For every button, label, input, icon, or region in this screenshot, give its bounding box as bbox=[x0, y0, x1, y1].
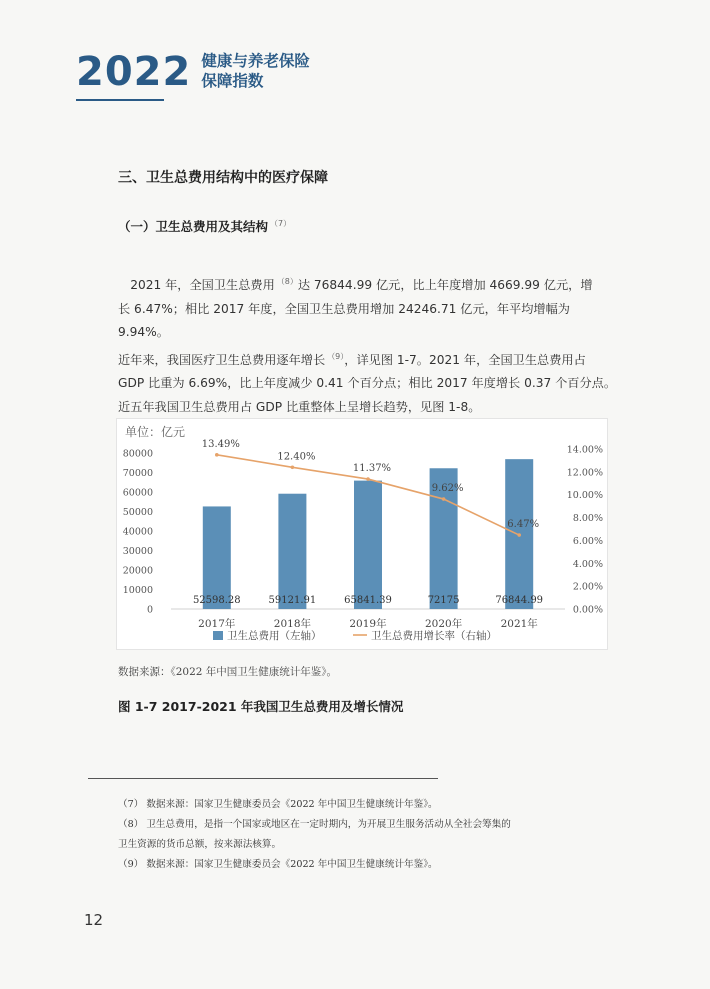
right-tick-label: 10.00% bbox=[566, 490, 603, 502]
legend-bar-label: 卫生总费用（左轴） bbox=[227, 630, 322, 642]
left-tick-label: 20000 bbox=[122, 565, 153, 577]
footnote-divider bbox=[88, 778, 438, 779]
right-tick-label: 8.00% bbox=[572, 513, 603, 525]
x-tick-label: 2020年 bbox=[424, 618, 463, 630]
growth-rate-point bbox=[442, 497, 446, 501]
growth-rate-point bbox=[517, 533, 521, 537]
page-number: 12 bbox=[84, 911, 104, 929]
footnote-ref-8: （8） bbox=[276, 277, 298, 286]
footnote-9: （9） 数据来源：国家卫生健康委员会《2022 年中国卫生健康统计年鉴》。 bbox=[118, 859, 438, 870]
report-header bbox=[76, 50, 310, 94]
subsection-title-text: （一）卫生总费用及其结构 bbox=[118, 219, 269, 234]
body-paragraph bbox=[118, 270, 618, 419]
report-title bbox=[201, 51, 310, 94]
bar-2017年 bbox=[203, 506, 231, 609]
legend-bar-swatch bbox=[213, 631, 223, 640]
growth-rate-label: 13.49% bbox=[201, 438, 240, 450]
growth-rate-label: 9.62% bbox=[431, 483, 464, 495]
growth-rate-point bbox=[366, 477, 370, 481]
para-s1b: 达 76844.99 亿元，比上年度增加 4669.99 亿元，增 bbox=[297, 278, 593, 293]
right-tick-label: 6.00% bbox=[572, 535, 603, 547]
para-s3b: ，详见图 1-7。2021 年，全国卫生总费用占 bbox=[344, 352, 586, 367]
expenditure-chart bbox=[117, 419, 607, 649]
footnote-7: （7） 数据来源：国家卫生健康委员会《2022 年中国卫生健康统计年鉴》。 bbox=[118, 799, 438, 810]
report-title-line1: 健康与养老保险 bbox=[201, 52, 310, 70]
x-tick-label: 2018年 bbox=[273, 618, 312, 630]
report-title-line2: 保障指数 bbox=[201, 72, 264, 90]
chart-source: 数据来源：《2022 年中国卫生健康统计年鉴》。 bbox=[118, 666, 338, 678]
growth-rate-label: 6.47% bbox=[507, 519, 540, 531]
bar-value-label: 59121.91 bbox=[268, 595, 317, 606]
para-s4: GDP 比重为 6.69%，比上年度减少 0.41 个百分点；相比 2017 年度增长 0.37 个百分点。 bbox=[118, 376, 617, 391]
para-s2: 长 6.47%；相比 2017 年度，全国卫生总费用增加 24246.71 亿元，年平均增幅为 9.94%。 bbox=[118, 301, 570, 340]
header-underline bbox=[76, 99, 164, 101]
para-s5: 近五年我国卫生总费用占 GDP 比重整体上呈增长趋势，见图 1-8。 bbox=[118, 399, 481, 414]
left-tick-label: 0 bbox=[146, 604, 153, 616]
left-tick-label: 40000 bbox=[122, 526, 153, 538]
right-tick-label: 4.00% bbox=[572, 558, 603, 570]
section-title: 三、卫生总费用结构中的医疗保障 bbox=[118, 170, 328, 186]
chart-unit-label: 单位：亿元 bbox=[125, 425, 186, 439]
right-tick-label: 12.00% bbox=[566, 467, 603, 479]
left-tick-label: 80000 bbox=[122, 448, 153, 460]
para-s1a: 2021 年，全国卫生总费用 bbox=[130, 278, 275, 293]
right-tick-label: 2.00% bbox=[572, 581, 603, 593]
para-s3a: 近年来，我国医疗卫生总费用逐年增长 bbox=[118, 352, 326, 367]
bar-value-label: 65841.39 bbox=[344, 595, 392, 606]
growth-rate-point bbox=[215, 453, 219, 457]
figure-caption: 图 1-7 2017-2021 年我国卫生总费用及增长情况 bbox=[118, 699, 404, 714]
bar-2018年 bbox=[278, 494, 306, 609]
x-tick-label: 2017年 bbox=[198, 618, 236, 630]
bar-value-label: 72175 bbox=[427, 595, 460, 606]
report-year: 2022 bbox=[76, 49, 192, 95]
left-tick-label: 50000 bbox=[122, 507, 153, 518]
growth-rate-point bbox=[291, 465, 295, 469]
x-tick-label: 2019年 bbox=[349, 618, 387, 630]
left-tick-label: 10000 bbox=[122, 585, 153, 596]
subsection-title bbox=[118, 217, 291, 235]
left-tick-label: 60000 bbox=[122, 487, 153, 499]
footnote-8-cont: 卫生资源的货币总额，按来源法核算。 bbox=[118, 839, 282, 850]
chart-container bbox=[116, 418, 608, 650]
left-tick-label: 70000 bbox=[122, 468, 153, 479]
footnote-ref-9: （9） bbox=[327, 351, 345, 361]
bar-value-label: 52598.28 bbox=[192, 595, 241, 606]
right-tick-label: 14.00% bbox=[566, 444, 603, 456]
growth-rate-label: 12.40% bbox=[277, 451, 316, 463]
legend-line-label: 卫生总费用增长率（右轴） bbox=[371, 630, 497, 642]
bar-2019年 bbox=[354, 481, 382, 609]
footnote-8: （8） 卫生总费用，是指一个国家或地区在一定时期内，为开展卫生服务活动从全社会筹集的 bbox=[118, 819, 511, 830]
x-tick-label: 2021年 bbox=[500, 618, 538, 630]
right-tick-label: 0.00% bbox=[572, 604, 603, 616]
footnote-ref-7: （7） bbox=[270, 218, 292, 228]
left-tick-label: 30000 bbox=[122, 546, 153, 557]
bar-value-label: 76844.99 bbox=[495, 595, 544, 606]
footnotes bbox=[118, 795, 618, 875]
growth-rate-label: 11.37% bbox=[352, 463, 392, 475]
